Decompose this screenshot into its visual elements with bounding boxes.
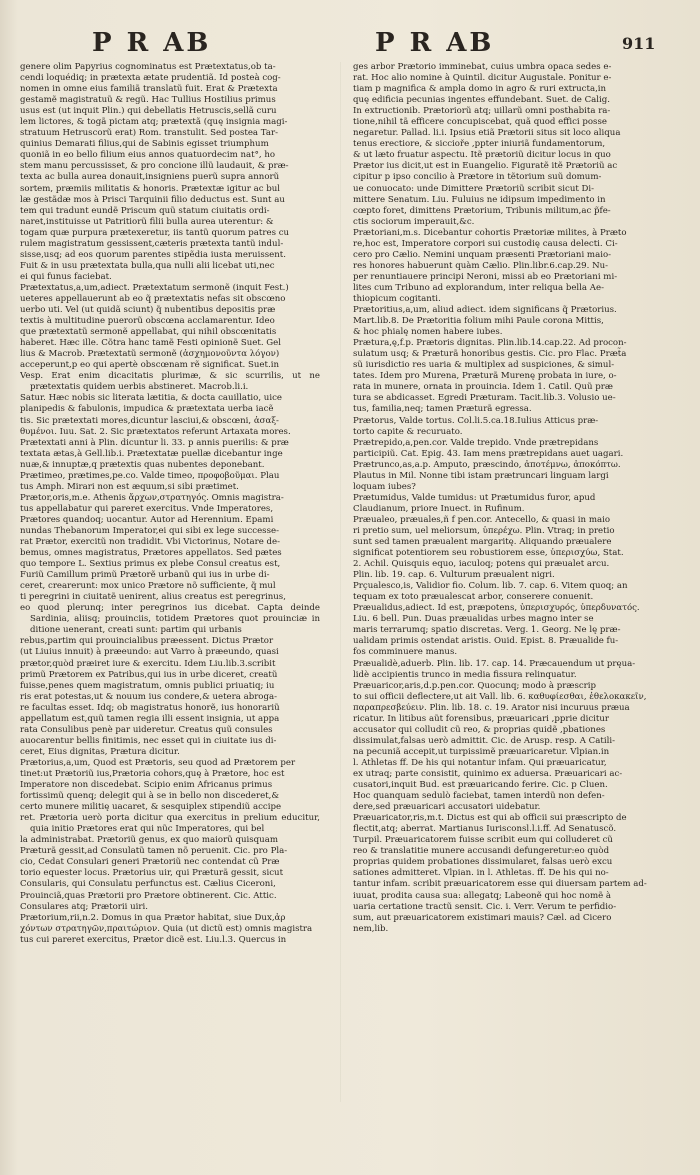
text-line: nuæ,& innuptæ,q prætextis quas nubentes deponebant.: [20, 459, 265, 470]
text-line: fos comminuere manus.: [353, 647, 458, 658]
text-line: sũ iurisdictio res uaria & multiplex ad suspiciones, & simul-: [353, 360, 615, 371]
text-line: Plautus in Mil. Nonne tibi istam prætruncari linguam largi: [353, 470, 609, 481]
text-line: textata ætas,à Gell.lib.i. Prætextatæ puellæ dicebantur inge: [20, 448, 283, 459]
text-line: Prætorus, Valde tortus. Col.li.5.ca.18.Iulius Atticus præ-: [353, 415, 599, 426]
text-line: ceret, Eius dignitas, Prætura dicitur.: [20, 746, 180, 757]
text-line: Prouinciã,quas Prætorii pro Prætore obtinerent. Cic. Attic.: [20, 890, 277, 901]
text-line: nomen in omne eius familiã translatũ fuit. Erat & Prætexta: [20, 84, 278, 95]
text-line: ricatur. In litibus aũt forensibus, præuaricari ,pprie dicitur: [353, 713, 609, 724]
text-line: tura se abdicasset. Egredi Præturam. Tacit.lib.3. Volusio ue-: [353, 393, 616, 404]
text-line: na pecuniã accepit,ut turpissimẽ præuaricaretur. Vlpian.in: [353, 746, 610, 757]
text-line: prætor,quòd præiret iure & exercitu. Idem Liu.lib.3.scribit: [20, 658, 276, 669]
text-line: tione,nihil tã efficere concupiscebat, quã quod effici posse: [353, 117, 607, 128]
text-line: Prætoritius,a,um, aliud adiect. idem significans q̃ Prætorius.: [353, 305, 617, 316]
text-line: Consulares atq; Prætorii uiri.: [20, 901, 148, 912]
text-line: cusatori,inquit Bud. est præuaricando ferire. Cic. p Cluen.: [353, 780, 608, 791]
text-line: negaretur. Pallad. li.i. Ipsius etiã Prætorii situs sit loco aliqua: [353, 128, 621, 139]
text-line: primũ Prætorem ex Patribus,qui ius in urbe diceret, creatũ: [20, 669, 278, 680]
text-line: que prætextatũ sermonẽ appellabat, qui nihil obscœnitatis: [20, 327, 277, 338]
left-column: [20, 62, 320, 946]
text-line: to sui officii deflectere,ut ait Vall. lib. 6. καθυφίεσθαι, ἐθελοκακεῖν,: [353, 691, 647, 702]
text-line: texta ac bulla aurea donauit,insigniens puerũ supra annorũ: [20, 172, 280, 183]
text-line: In extructionib. Prætoriorũ atq; uillarũ omni posthabita ra-: [353, 106, 611, 117]
text-line: Consularis, qui Consulatu perfunctus est. Cælius Ciceroni,: [20, 879, 276, 890]
text-line: Præuaricor,aris,d.p.pen.cor. Quocunq; modo à præscrip: [353, 680, 597, 691]
text-line: re facultas esset. Idq; ob magistratus honorẽ, ius honorariũ: [20, 702, 280, 713]
text-line: textis à multitudine puerorũ obscœna acclamarentur. Ideo: [20, 316, 275, 327]
text-line: tus cui pareret exercitus, Prætor dicẽ est. Liu.l.3. Quercus in: [20, 934, 287, 945]
text-line: planipedis & fabulonis, impudica & prætextata uerba iacẽ: [20, 404, 274, 415]
text-line: Prætorium,rii,n.2. Domus in qua Prætor habitat, siue Dux,ἀρ: [20, 912, 286, 923]
text-line: Prætextatus,a,um,adiect. Prætextatum sermonẽ (inquit Fest.): [20, 282, 289, 293]
text-line: genere olim Papyrius cognominatus est Prætextatus,ob ta-: [20, 62, 276, 72]
text-line: & ut læto fruatur aspectu. Itẽ prætoriũ dicitur locus in quo: [353, 150, 611, 161]
text-line: bemus, omnes magistratus, Prætores appellatos. Sed pætes: [20, 548, 282, 559]
text-line: participiũ. Cat. Epig. 43. Iam mens prætrepidans auet uagari.: [353, 448, 624, 459]
text-line: sortem, præmiis militatis & honoris. Prætextæ igitur ac bul: [20, 183, 281, 194]
text-line: sulatum usq; & Præturã honoribus gestis. Cic. pro Flac. Præt̃a: [353, 349, 627, 360]
text-line: maris terrarumq; spatio discretas. Verg. 1. Georg. Ne lę præ-: [353, 625, 621, 636]
text-line: ri pretio sum, uel meliorsum, ὑπερέχω. Plin. Vtraq; in pretio: [353, 525, 615, 536]
text-line: rata Consulibus penè par uideretur. Creatus quũ consules: [20, 724, 273, 735]
text-line: θυμένοι. Iuu. Sat. 2. Sic prætextatos referunt Artaxata mores.: [20, 426, 291, 437]
text-line: ris erat potestas,ut & nouum ius condere,& uetera abroga-: [20, 691, 278, 702]
text-line: haberet. Hæc ille. Cõtra hanc tamẽ Festi opinionẽ Suet. Gel: [20, 338, 281, 349]
text-line: Prætrepido,a,pen.cor. Valde trepido. Vnde prætrepidans: [353, 437, 599, 448]
text-line: Plin. lib. 19. cap. 6. Vulturum præualent nigri.: [353, 570, 555, 581]
text-line: Prætumidus, Valde tumidus: ut Prætumidus furor, apud: [353, 492, 596, 503]
text-line: Prætor,oris,m.e. Athenis ἄρχων,στρατηγός. Omnis magistra-: [20, 492, 284, 503]
text-line: quo tempore L. Sextius primus ex plebe Consul creatus est,: [20, 559, 281, 570]
text-line: rata in munere, ornata in prouincia. Idem 1. Catil. Quũ præ: [353, 382, 613, 393]
text-line: Fuit & in usu prætextata bulla,qua nulli alii licebat uti,nec: [20, 260, 275, 271]
text-line: lem lictores, & togã pictam atq; prætextã (quę insignia magi-: [20, 117, 288, 128]
text-line: ctis sociorum imperauit,&c.: [353, 216, 475, 227]
text-line: Prætor ius dicit,ut est in Euangelio. Figuratẽ itẽ Prætoriũ ac: [353, 161, 618, 172]
text-line: mittere Senatum. Liu. Fuluius ne idipsum impedimento in: [353, 194, 606, 205]
text-line: ceret, crearerunt: mox unico Prætore nõ sufficiente, q̃ mul: [20, 581, 276, 592]
text-line: torto capite & recuruato.: [353, 426, 463, 437]
text-line: la administrabat. Prætoriũ genus, ex quo maiorũ quisquam: [20, 835, 278, 846]
text-line: Præualidus,adiect. Id est, præpotens, ὑπερισχυρός, ὑπερδυνατός.: [353, 603, 640, 614]
text-line: sum, aut præuaricatorem existimari mauis? Cæl. ad Cicero: [353, 912, 612, 923]
text-line: rebus,partim qui prouincialibus præessent. Dictus Prætor: [20, 636, 274, 647]
text-line: cero pro Cælio. Nemini unquam præsenti Prætoriani maio-: [353, 249, 612, 260]
text-line: ualidam primis ostendat aristis. Ouid. Epist. 8. Præualide fu-: [353, 636, 619, 647]
text-line: & hoc phialę nomen habere iubes.: [353, 327, 503, 338]
text-line: eo quod plerunq; inter peregrinos ius dicebat. Capta deinde Sardinia, aliisq; prouinciis, totidem Prætores quot prouinciæ in ditione uenerant, creati sunt: partim qui urbanis: [20, 603, 320, 636]
text-line: torio equester locus. Prætorius uir, qui Præturã gessit, sicut: [20, 868, 284, 879]
text-line: cendi loquédiq; in prætexta ætate prudentiã. Id posteà cog-: [20, 73, 281, 84]
text-line: Vesp. Erat enim dicacitatis plurimæ, & sic scurrilis, ut ne prætextatis quidem uerbis abstineret. Macrob.li.i.: [20, 371, 320, 393]
text-line: Præualidè,aduerb. Plin. lib. 17. cap. 14. Præcauendum ut pręua-: [353, 658, 636, 669]
text-line: tem qui tradunt eundẽ Priscum quũ statum ciuitatis ordi-: [20, 205, 270, 216]
text-line: παραπρεσβεύειν. Plin. lib. 18. c. 19. Arator nisi incuruus præua: [353, 702, 630, 713]
text-line: togam quæ purpura prætexeretur, iis tantũ quorum patres cu: [20, 227, 290, 238]
text-line: Prætimeo, prætimes,pe.co. Valde timeo, προφοβοῦμαι. Plau: [20, 470, 280, 481]
text-line: ti peregrini in ciuitatẽ uenirent, alius creatus est peregrinus,: [20, 592, 286, 603]
text-line: ret. Prætoria uerò porta dicitur qua exercitus in prelium educitur, quia initio Prætores erat qui nũc Imperatores, qui bel: [20, 813, 320, 835]
running-header: [0, 28, 700, 64]
text-line: ei qui funus faciebat.: [20, 271, 112, 282]
text-line: cio, Cedat Consulari generi Prætoriũ nec contendat cũ Præ: [20, 857, 280, 868]
text-line: l. Athletas ff. De his qui notantur infam. Qui præuaricatur,: [353, 757, 607, 768]
text-line: Prætrunco,as,a.p. Amputo, præscindo, ἀποτέμνω, ἀποκόπτω.: [353, 459, 621, 470]
text-line: Præuaricator,ris,m.t. Dictus est qui ab officii sui præscripto de: [353, 813, 627, 824]
text-line: sisse,usq; ad eos quorum parentes stipẽdia iusta meruissent.: [20, 249, 286, 260]
text-line: auocarentur bellis finitimis, nec esset qui in ciuitate ius di-: [20, 735, 277, 746]
text-line: usus est (ut inquit Plin.) qui debellatis Hetruscis,sellã curu: [20, 106, 277, 117]
text-line: nundas Thebanorum Imperator,ei qui sibi ex lege successe-: [20, 525, 279, 536]
text-line: sationes admitteret. Vlpian. in l. Athletas. ff. De his qui no-: [353, 868, 609, 879]
text-line: proprias quidem probationes dissimularet, falsas uerò excu: [353, 857, 613, 868]
text-line: Liu. 6 bell. Pun. Duas præualidas urbes magno inter se: [353, 614, 594, 625]
text-line: Prætoriani,m.s. Dicebantur cohortis Prætoriæ milites, à Præto: [353, 227, 627, 238]
text-line: tus appellabatur qui pareret exercitus. Vnde Imperatores,: [20, 503, 274, 514]
text-line: rat. Hoc alio nomine à Quintil. dicitur Augustale. Ponitur e-: [353, 73, 612, 84]
text-line: gestamẽ magistratuũ & regũ. Hac Tullius Hostilius primus: [20, 95, 276, 106]
text-line: læ gestãdæ mos à Prisci Tarquinii filio deductus est. Sunt au: [20, 194, 285, 205]
text-line: Præualeo, præuales,ñ f pen.cor. Antecello, & quasi in maio: [353, 514, 611, 525]
left-headword: P R AB: [92, 28, 212, 58]
text-line: Hoc quanquam sedulò faciebat, tamen interdũ non defen-: [353, 791, 605, 802]
text-line: certo munere militię uacaret, & sesquiplex stipendiũ accipe: [20, 802, 282, 813]
text-line: χόντων στρατηγῶν,πραιτώριον. Quia (ut dictũ est) omnis magistra: [20, 923, 313, 934]
text-line: tequam ex toto præualescat arbor, conserere conuenit.: [353, 592, 594, 603]
text-line: rat Prætor, exercitũ non tradidit. Vbi Victorinus, Notare de-: [20, 537, 281, 548]
text-line: tiam p magnifica & ampla domo in agro & ruri extructa,in: [353, 84, 607, 95]
text-line: appellatum est,quũ tamen regia illi essent insignia, ut appa: [20, 713, 280, 724]
text-line: reo & translatitie munere accusandi defungeretur:eo quòd: [353, 846, 610, 857]
text-line: dere,sed præuaricari accusatori uidebatur.: [353, 802, 541, 813]
text-line: significat potentiorem seu robustiorem esse, ὑπερισχύω, Stat.: [353, 548, 624, 559]
text-line: ex utraq; parte consistit, quinimo ex aduersa. Præuaricari ac-: [353, 769, 623, 779]
text-line: quinius Demarati filius,qui de Sabinis egisset triumphum: [20, 139, 269, 150]
text-line: tis. Sic prætextati mores,dicuntur lasciui,& obscœni, ἀσαξ-: [20, 415, 279, 426]
text-line: per renuntiauere principi Neroni, missi ab eo Prætoriani mi-: [353, 271, 618, 282]
text-line: ueteres appellauerunt ab eo q̃ prætextatis nefas sit obscœno: [20, 293, 286, 304]
text-line: Claudianum, priore Inuect. in Rufinum.: [353, 503, 525, 514]
text-line: quoniã in eo bello filium eius annos quatuordecim nat°, ho: [20, 150, 276, 161]
text-line: Satur. Hæc nobis sic literata lætitia, & docta cauillatio, uice: [20, 393, 282, 404]
right-column: [353, 62, 658, 935]
text-line: cœpto foret, dimittens Prætorium, Tribunis militum,ac p̃fe-: [353, 205, 611, 216]
text-line: thiopicum cogitanti.: [353, 293, 441, 304]
text-line: accusator qui colludit cũ reo, & proprias quidẽ ,pbationes: [353, 724, 606, 735]
right-headword: P R AB: [375, 28, 495, 58]
text-line: re,hoc est, Imperatore corpori sui custodię causa delecti. Ci-: [353, 238, 618, 249]
text-line: uerbo uti. Vel (ut quidã sciunt) q̃ nubentibus depositis præ: [20, 305, 276, 316]
text-line: stem manu percussisset, & pro concione illũ laudauit, & præ-: [20, 161, 289, 172]
text-line: nem,lib.: [353, 923, 389, 934]
text-line: Prætorius,a,um, Quod est Prætoris, seu quod ad Prætorem per: [20, 757, 296, 768]
text-line: acceperunt,p eo qui apertè obscœnam rẽ significat. Suet.in: [20, 360, 279, 371]
text-line: Furiũ Camillum primũ Prætorẽ urbanũ qui ius in urbe di-: [20, 570, 270, 581]
text-line: lius & Macrob. Prætextatũ sermonẽ (ἀσχημονοῦντα λόγον): [20, 349, 280, 360]
text-line: fuisse,penes quem magistratum, omnis publici priuatiq; iu: [20, 680, 275, 691]
text-line: 2. Achil. Quisquis equo, iaculoq; potens qui præualet arcu.: [353, 559, 610, 570]
text-line: Præturã gessit,ad Consulatũ tamen nõ peruenit. Cic. pro Pla-: [20, 846, 288, 857]
text-line: uaria certatione tractũ sensit. Cic. i. Verr. Verum te perfidio-: [353, 901, 617, 912]
text-line: Prætextati anni à Plin. dicuntur li. 33. p annis puerilis: & præ: [20, 437, 289, 448]
text-line: quę edificia pecunias ingentes effundebant. Suet. de Calig.: [353, 95, 611, 106]
text-line: ges arbor Prætorio imminebat, cuius umbra opaca sedes e-: [353, 62, 612, 72]
column-gutter: [340, 62, 341, 1102]
text-line: tantur infam. scribit præuaricatorem esse qui diuersam partem ad-: [353, 879, 647, 890]
text-line: tenus erectiore, & siccioře ,ppter iniuriã fundamentorum,: [353, 139, 606, 150]
text-line: ue conuocato: unde Dimittere Prætoriũ scribit sicut Di-: [353, 183, 595, 194]
text-line: Turpil. Præuaricatorem fuisse scribit eum qui colluderet cũ: [353, 835, 613, 846]
text-line: lidè accipientis trunco in media fissura relinquatur.: [353, 669, 577, 680]
text-line: lites cum Tribuno ad explorandum, inter reliqua bella Ae-: [353, 282, 604, 293]
text-line: (ut Liuius innuit) à præeundo: aut Varro à præeundo, quasi: [20, 647, 279, 658]
text-line: flectit,atq; aberrat. Martianus Iurisconsl.l.i.ff. Ad Senatuscõ.: [353, 824, 617, 835]
text-line: Prætores quandoq; uocantur. Autor ad Herennium. Epami: [20, 514, 274, 525]
text-line: tus Amph. Mirari non est æquum,si sibi prætimet.: [20, 481, 239, 492]
text-line: stratuum Hetruscorũ erat) Rom. transtulit. Sed postea Tar-: [20, 128, 278, 139]
text-line: cipitur p ipso concilio à Prætore in tẽtorium suũ domum-: [353, 172, 602, 183]
text-line: Mart.lib.8. De Prætoritia folium mihi Paule corona Mittis,: [353, 316, 604, 327]
text-line: dissimulat,falsas uerò admittit. Cic. de Arusp. resp. A Catili-: [353, 735, 615, 746]
text-line: tus, familia,neq; tamen Præturã egressa.: [353, 404, 532, 415]
text-line: Prçualesco,is, Validior fio. Colum. lib. 7. cap. 6. Vitem quoq; an: [353, 581, 628, 592]
text-line: naret,instituisse ut Patritiorũ filii bulla aurea uterentur: &: [20, 216, 274, 227]
text-line: res honores habuerunt quàm Cælio. Plin.libr.6.cap.29. Nu-: [353, 260, 609, 271]
text-line: fortissimũ quenq; delegit qui à se in bello non discederet,&: [20, 791, 280, 802]
text-line: iuuat, prodita causa sua: allegatq; Labeonẽ qui hoc nomẽ à: [353, 890, 612, 901]
text-line: loquam iubes?: [353, 481, 416, 492]
page-number: 911: [622, 34, 656, 53]
text-line: Imperatore non discedebat. Scipio enim Africanus primus: [20, 780, 273, 791]
text-line: tinet:ut Prætoriũ ius,Prætoria cohors,quę à Prætore, hoc est: [20, 769, 285, 779]
text-line: rulem magistratum gessissent,cæteris prætexta tantũ indul-: [20, 238, 284, 249]
text-line: sunt sed tamen præualent margaritę. Aliquando præualere: [353, 537, 612, 548]
text-line: Prætura,ę,f.p. Prætoris dignitas. Plin.lib.14.cap.22. Ad procon-: [353, 338, 627, 349]
text-line: tates. Idem pro Murena, Præturã Murenę probata in iure, o-: [353, 371, 617, 382]
